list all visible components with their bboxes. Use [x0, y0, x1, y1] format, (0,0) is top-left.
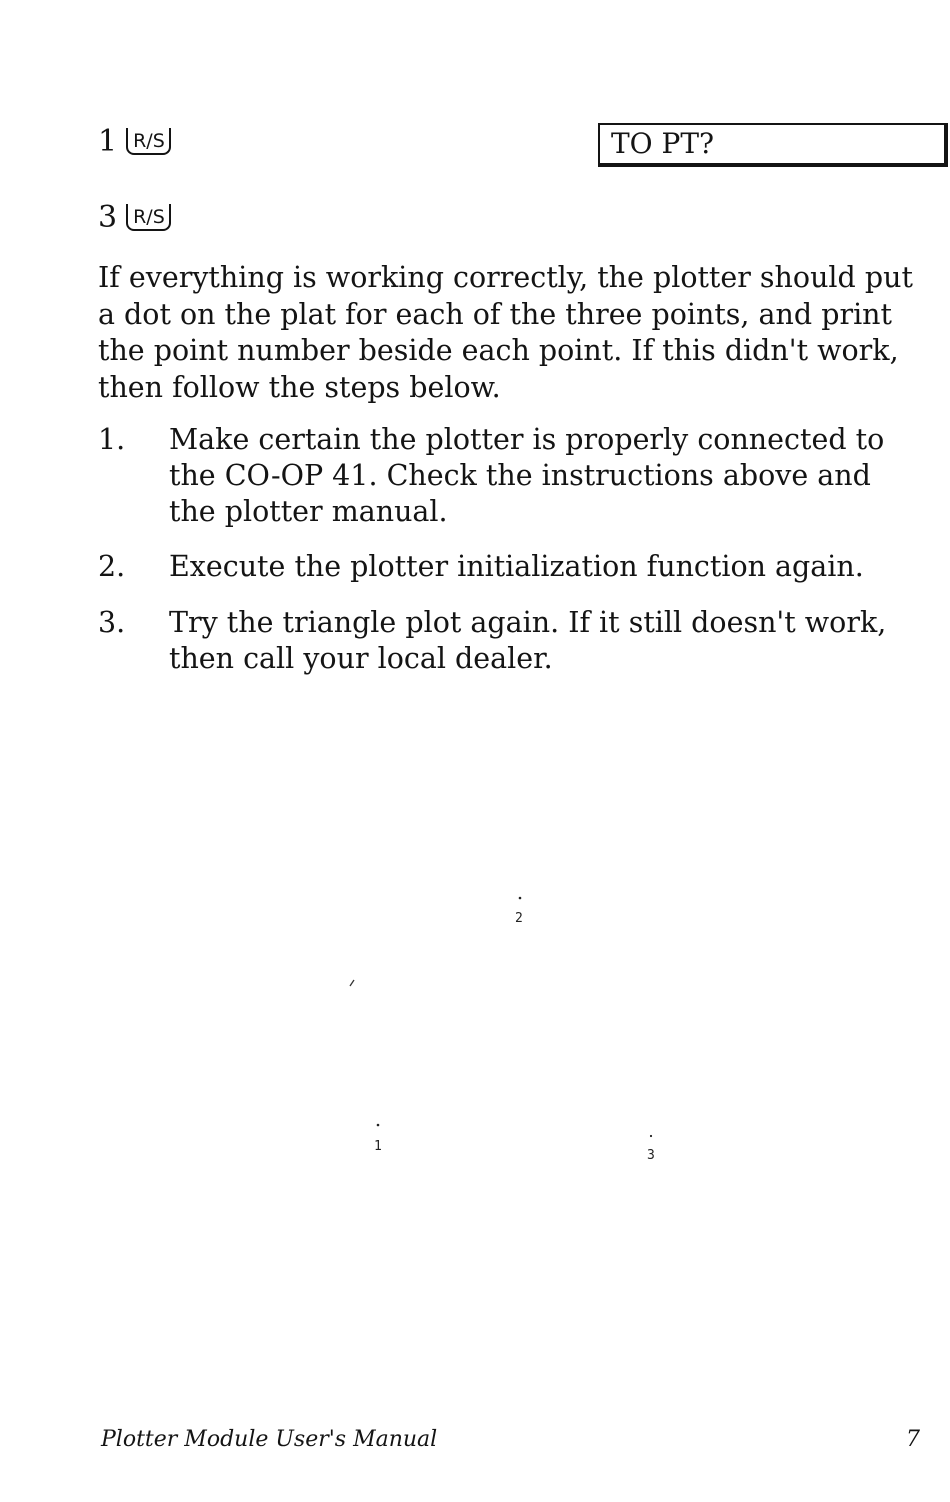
- plot-stray-mark: [350, 980, 354, 986]
- plot-point-2-label: 2: [515, 911, 523, 926]
- calculator-display: TO PT?: [598, 123, 948, 167]
- step-number: 2.: [98, 550, 126, 583]
- rs-key-icon: R/S: [126, 204, 171, 231]
- step-number: 1.: [98, 423, 126, 456]
- plot-point-1-label: 1: [374, 1139, 382, 1154]
- intro-paragraph: If everything is working correctly, the plotter should put a dot on the plat for each of the three points, and print the point number beside each point. If this didn't work, then follow the steps below.: [98, 261, 913, 404]
- keystroke-number: 3: [98, 199, 118, 235]
- plot-point-1-dot: [377, 1124, 380, 1127]
- step-number: 3.: [98, 606, 126, 639]
- plot-point-3-label: 3: [647, 1148, 655, 1163]
- plot-point-3-dot: [650, 1135, 652, 1137]
- plot-point-2-dot: [519, 897, 522, 900]
- keystroke-number: 1: [98, 123, 118, 159]
- page-number: 7: [906, 1427, 920, 1452]
- rs-key-icon: R/S: [126, 128, 171, 155]
- step-text: Try the triangle plot again. If it still doesn't work, then call your local dealer.: [169, 606, 887, 675]
- step-text: Make certain the plotter is properly connected to the CO-OP 41. Check the instructions above and the plotter manual.: [169, 423, 885, 528]
- footer-title: Plotter Module User's Manual: [101, 1427, 438, 1452]
- step-text: Execute the plotter initialization function again.: [169, 550, 864, 583]
